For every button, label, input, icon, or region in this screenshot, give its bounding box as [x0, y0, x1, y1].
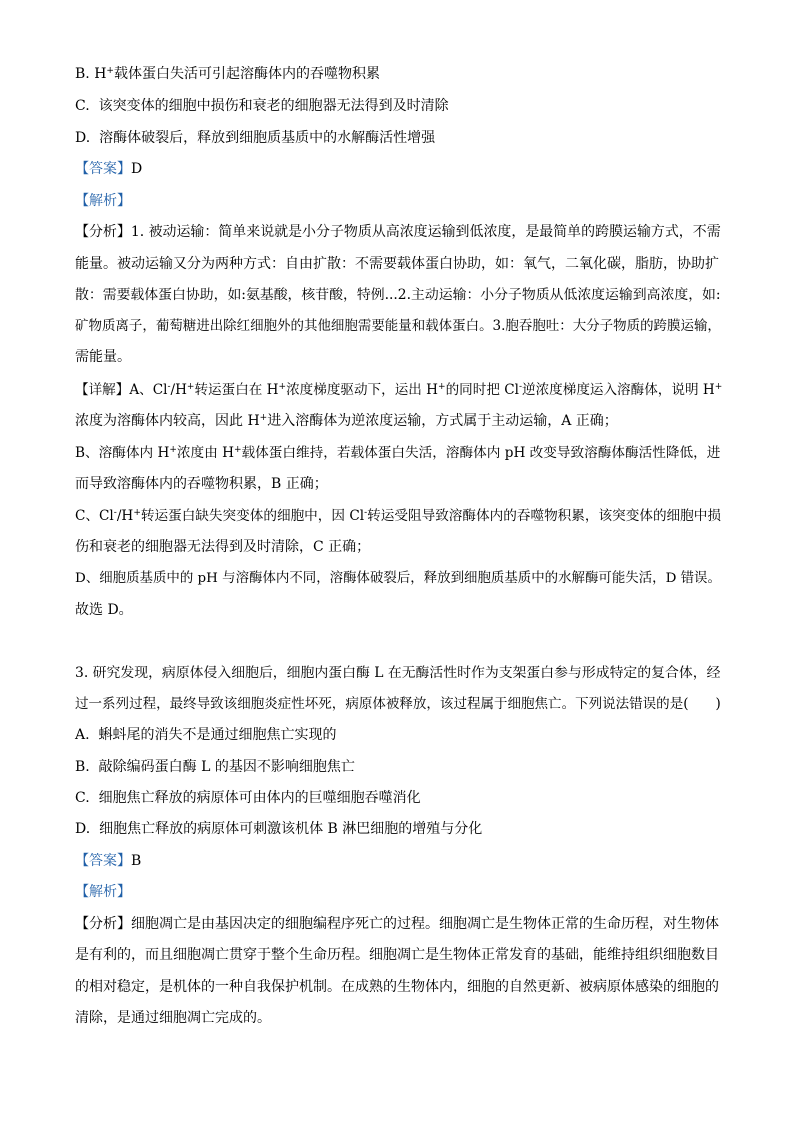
q3-stem-line: 过一系列过程，最终导致该细胞炎症性坏死，病原体被释放，该过程属于细胞焦亡。下列说法错误的是( ): [75, 696, 721, 712]
detail-line: 而导致溶酶体内的吞噬物积累，B 正确；: [75, 476, 328, 492]
analysis-tag: 【解析】: [75, 193, 131, 209]
q3-fenxi-line: 清除，是通过细胞凋亡完成的。: [75, 1010, 271, 1026]
fenxi-tag: 【分析】: [75, 224, 131, 240]
fenxi-tag: 【分析】: [75, 916, 131, 932]
option-c: C. 该突变体的细胞中损伤和衰老的细胞器无法得到及时清除: [75, 98, 449, 114]
q3-fenxi-line: 的相对稳定，是机体的一种自我保护机制。在成熟的生物体内，细胞的自然更新、被病原体感染的细胞的: [75, 979, 719, 995]
q3-option-c: C. 细胞焦亡释放的病原体可由体内的巨噬细胞吞噬消化: [75, 790, 421, 806]
q3-fenxi-line: 【分析】细胞凋亡是由基因决定的细胞编程序死亡的过程。细胞凋亡是生物体正常的生命历程，对生物体: [75, 916, 719, 932]
detail-line: 浓度为溶酶体内较高，因此 H+进入溶酶体为逆浓度运输，方式属于主动运输，A 正确；: [75, 413, 618, 429]
detail-line: B、溶酶体内 H+浓度由 H+载体蛋白维持，若载体蛋白失活，溶酶体内 pH 改变导致溶酶体酶活性降低，进: [75, 445, 721, 461]
option-d: D. 溶酶体破裂后，释放到细胞质基质中的水解酶活性增强: [75, 130, 436, 146]
answer-value: B: [131, 853, 142, 869]
q3-stem-line: 3. 研究发现，病原体侵入细胞后，细胞内蛋白酶 L 在无酶活性时作为支架蛋白参与形成特定的复合体，经: [75, 665, 721, 681]
q3-analysis-tag: 【解析】: [75, 884, 131, 900]
fenxi-line: 散：需要载体蛋白协助，如:氨基酸，核苷酸，特例...2.主动运输：小分子物质从低浓度运输到高浓度，如:: [75, 287, 721, 303]
answer-tag: 【答案】: [75, 161, 131, 177]
detail-line: C、Cl-/H+转运蛋白缺失突变体的细胞中，因 Cl-转运受阻导致溶酶体内的吞噬物积累，该突变体的细胞中损: [75, 508, 721, 524]
fenxi-line: 【分析】1. 被动运输：简单来说就是小分子物质从高浓度运输到低浓度，是最简单的跨膜运输方式，不需: [75, 224, 721, 240]
fenxi-line: 需能量。: [75, 349, 131, 365]
q3-option-b: B. 敲除编码蛋白酶 L 的基因不影响细胞焦亡: [75, 759, 355, 775]
fenxi-line: 能量。被动运输又分为两种方式：自由扩散：不需要载体蛋白协助，如：氧气，二氧化碳，脂肪，协助扩: [75, 256, 719, 272]
detail-line: D、细胞质基质中的 pH 与溶酶体内不同，溶酶体破裂后，释放到细胞质基质中的水解酶可能失活，D 错误。: [75, 571, 721, 586]
fenxi-line: 矿物质离子，葡萄糖进出除红细胞外的其他细胞需要能量和载体蛋白。3.胞吞胞吐：大分子物质的跨膜运输，: [75, 318, 721, 334]
detail-line: 故选 D。: [75, 602, 133, 618]
q3-option-d: D. 细胞焦亡释放的病原体可刺激该机体 B 淋巴细胞的增殖与分化: [75, 821, 483, 837]
q3-answer-line: [75, 851, 141, 871]
detail-tag: 【详解】: [75, 382, 130, 398]
answer-line: [75, 159, 142, 179]
option-b: B. H+载体蛋白失活可引起溶酶体内的吞噬物积累: [75, 66, 380, 82]
answer-tag: 【答案】: [75, 853, 131, 869]
answer-value: D: [131, 161, 143, 177]
q3-option-a: A. 蝌蚪尾的消失不是通过细胞焦亡实现的: [75, 727, 337, 743]
q3-fenxi-line: 是有利的，而且细胞凋亡贯穿于整个生命历程。细胞凋亡是生物体正常发育的基础，能维持组织细胞数目: [75, 947, 719, 963]
detail-line: 伤和衰老的细胞器无法得到及时清除，C 正确；: [75, 539, 371, 555]
detail-line: 【详解】A、Cl-/H+转运蛋白在 H+浓度梯度驱动下，运出 H+的同时把 Cl-逆浓度梯度运入溶酶体，说明 H+: [75, 382, 723, 398]
